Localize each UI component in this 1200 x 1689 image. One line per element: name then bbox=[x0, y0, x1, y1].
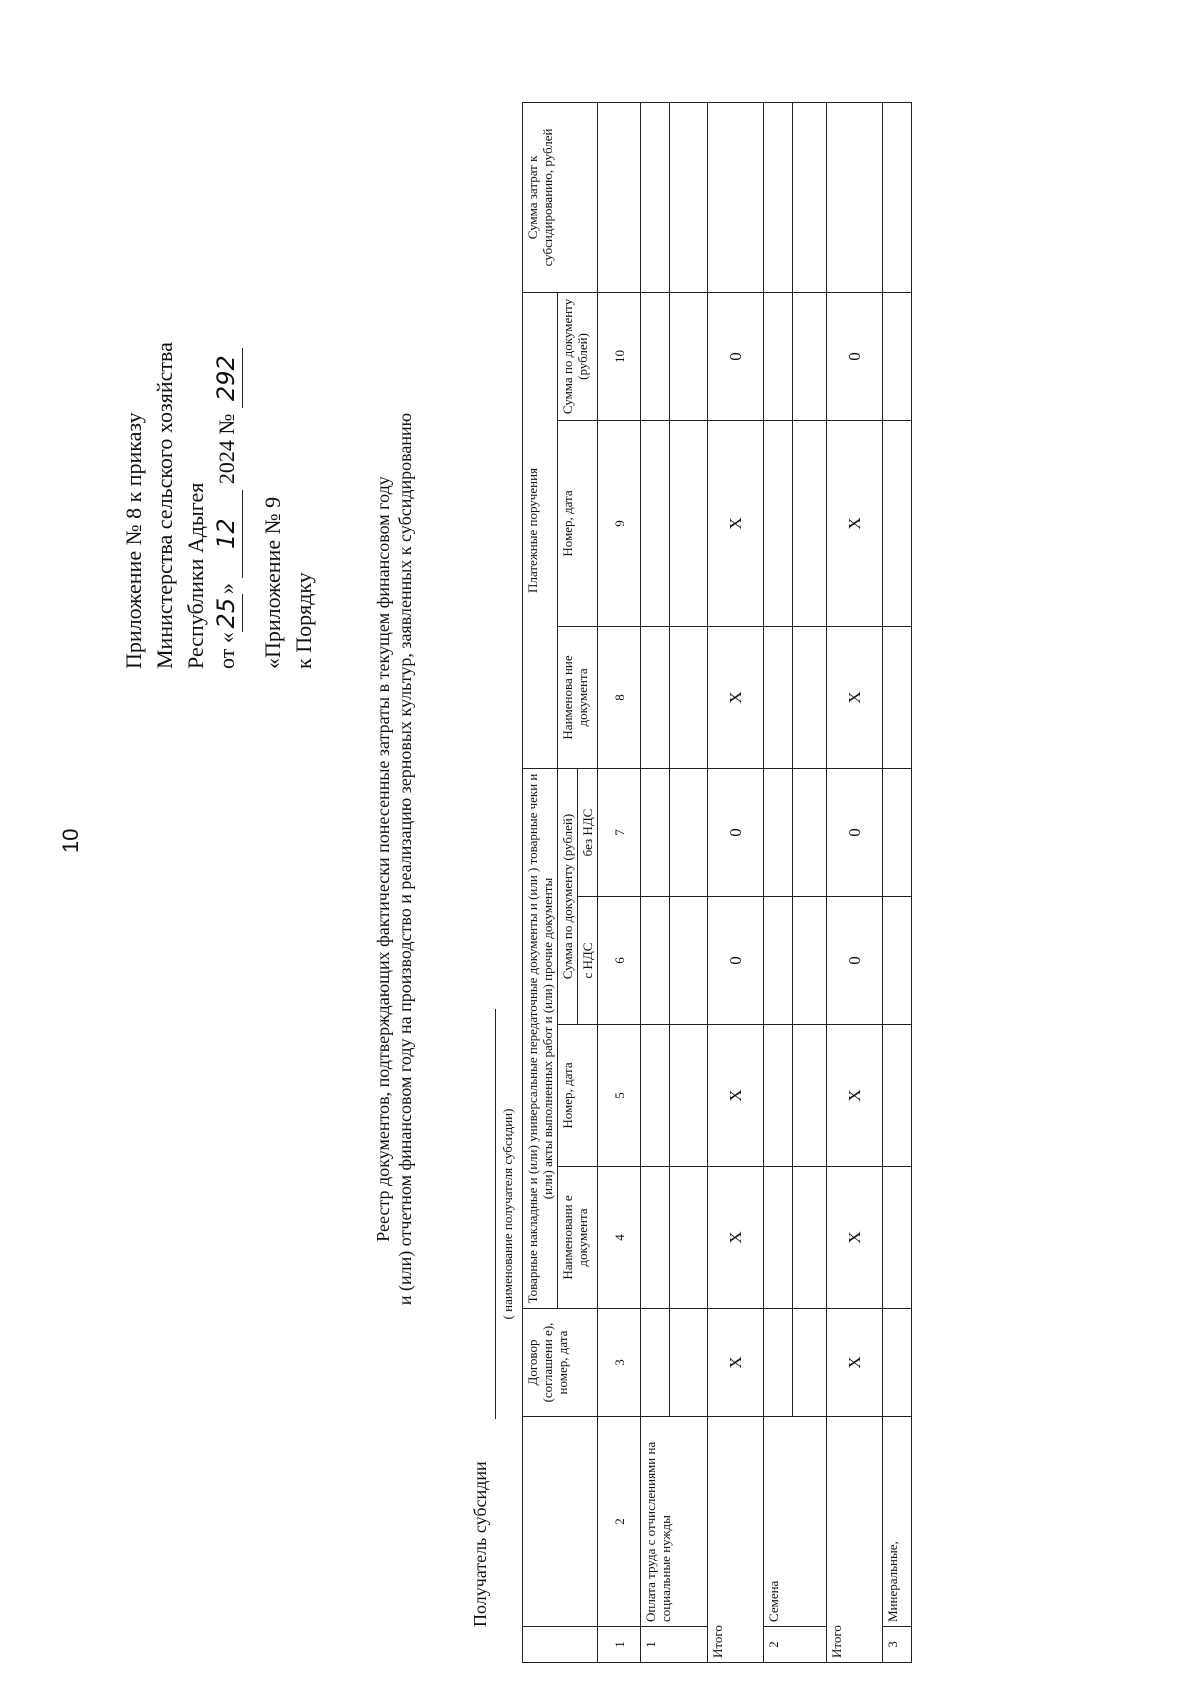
date-mid: » bbox=[214, 583, 239, 595]
zero-value: 0 bbox=[827, 768, 883, 896]
zero-value: 0 bbox=[708, 292, 764, 420]
recipient-caption: ( наименование получателя субсидии) bbox=[500, 1108, 515, 1320]
header-tn-sum-group: Сумма по документу (рублей) bbox=[558, 768, 578, 1024]
header-tn-number: Номер, дата bbox=[558, 1025, 598, 1167]
header-blank-no bbox=[523, 1627, 598, 1663]
section-name: Оплата труда с отчислениями на социальные нужды bbox=[641, 1417, 708, 1627]
handwritten-month: 12 bbox=[211, 490, 243, 578]
header-tn-group: Товарные накладные и (или) универсальные передаточные документы и (или ) товарные чеки и (или) акты выполненных работ и (или) прочие документы bbox=[523, 768, 558, 1308]
table-row bbox=[883, 102, 912, 1662]
col-number: 7 bbox=[598, 768, 641, 896]
section-number: 1 bbox=[641, 1627, 708, 1663]
header-pp-number: Номер, дата bbox=[558, 420, 598, 626]
col-number: 6 bbox=[598, 897, 641, 1025]
year-number-label: 2024 № bbox=[214, 413, 239, 485]
register-title bbox=[372, 149, 416, 1569]
col-number: 9 bbox=[598, 420, 641, 626]
page-number: 10 bbox=[58, 828, 83, 853]
table-row bbox=[764, 102, 793, 1662]
zero-value: 0 bbox=[708, 897, 764, 1025]
section-number: 3 bbox=[883, 1627, 912, 1663]
x-mark: X bbox=[827, 626, 883, 768]
zero-value: 0 bbox=[708, 768, 764, 896]
header-with-vat: с НДС bbox=[578, 897, 598, 1025]
appendix-line-3: Республики Адыгея bbox=[183, 482, 208, 669]
x-mark: X bbox=[708, 1025, 764, 1167]
total-blank bbox=[708, 102, 764, 292]
header-contract: Договор (соглашени е), номер, дата bbox=[523, 1309, 598, 1417]
itogo-row bbox=[708, 102, 764, 1662]
total-blank bbox=[827, 102, 883, 292]
appendix-line-6: к Порядку bbox=[291, 572, 316, 669]
header-blank-name bbox=[523, 1417, 598, 1627]
appendix-block bbox=[118, 342, 319, 669]
zero-value: 0 bbox=[827, 292, 883, 420]
x-mark: X bbox=[827, 1167, 883, 1309]
column-number-row bbox=[598, 102, 641, 1662]
header-tn-name: Наименовани е документа bbox=[558, 1167, 598, 1309]
handwritten-order-number: 292 bbox=[211, 348, 243, 408]
header-total: Сумма затрат к субсидированию, рублей bbox=[523, 102, 598, 292]
appendix-line-2: Министерства сельского хозяйства bbox=[152, 342, 177, 669]
x-mark: X bbox=[827, 420, 883, 626]
recipient-label: Получатель субсидии bbox=[470, 1461, 490, 1627]
itogo-label: Итого bbox=[708, 1417, 764, 1663]
x-mark: X bbox=[827, 1309, 883, 1417]
x-mark: X bbox=[708, 626, 764, 768]
title-line-2: и (или) отчетном финансовом году на производство и реализацию зерновых культур, заявленных к субсидированию bbox=[395, 412, 415, 1306]
col-number: 8 bbox=[598, 626, 641, 768]
header-without-vat: без НДС bbox=[578, 768, 598, 896]
recipient-blank-line bbox=[495, 1009, 496, 1419]
col-number: 3 bbox=[598, 1309, 641, 1417]
title-line-1: Реестр документов, подтверждающих фактически понесенные затраты в текущем финансовом году bbox=[373, 476, 393, 1242]
section-name: Минеральные, bbox=[883, 1417, 912, 1627]
section-number: 2 bbox=[764, 1627, 827, 1663]
zero-value: 0 bbox=[827, 897, 883, 1025]
col-number-blank bbox=[598, 102, 641, 292]
col-number: 1 bbox=[598, 1627, 641, 1663]
section-name: Семена bbox=[764, 1417, 827, 1627]
col-number: 10 bbox=[598, 292, 641, 420]
x-mark: X bbox=[708, 1167, 764, 1309]
col-number: 5 bbox=[598, 1025, 641, 1167]
x-mark: X bbox=[708, 1309, 764, 1417]
itogo-row bbox=[827, 102, 883, 1662]
col-number: 2 bbox=[598, 1417, 641, 1627]
x-mark: X bbox=[827, 1025, 883, 1167]
table-row bbox=[641, 102, 670, 1662]
x-mark: X bbox=[708, 420, 764, 626]
date-prefix: от « bbox=[214, 632, 239, 669]
header-pp-sum: Сумма по документу (рублей) bbox=[558, 292, 598, 420]
register-table bbox=[522, 102, 912, 1663]
appendix-line-5: «Приложение № 9 bbox=[260, 496, 285, 669]
appendix-line-1: Приложение № 8 к приказу bbox=[121, 412, 146, 669]
itogo-label: Итого bbox=[827, 1417, 883, 1663]
handwritten-day: 25 bbox=[211, 594, 243, 632]
header-pp-group: Платежные поручения bbox=[523, 292, 558, 768]
col-number: 4 bbox=[598, 1167, 641, 1309]
header-pp-name: Наименова ние документа bbox=[558, 626, 598, 768]
appendix-date-line bbox=[211, 342, 243, 669]
